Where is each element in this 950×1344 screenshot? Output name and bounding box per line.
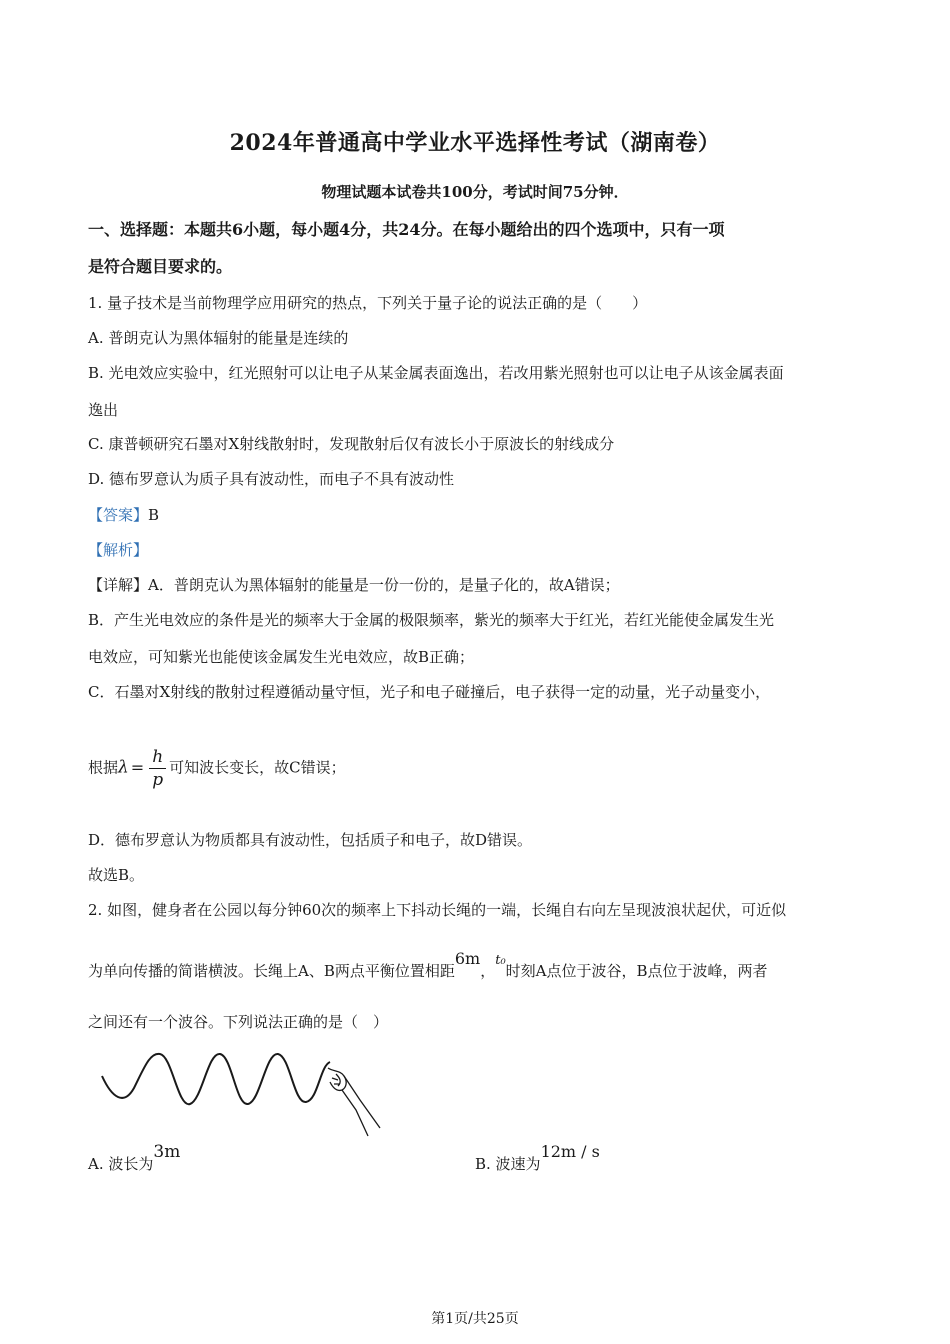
hand-icon: [328, 1068, 380, 1136]
q1-detail: 【详解】A．普朗克认为黑体辐射的能量是一份一份的，是量子化的，故A错误；: [88, 576, 620, 594]
q2-stem: 2. 如图，健身者在公园以每分钟60次的频率上下抖动长绳的一端，长绳自右向左呈现波浪状起伏，可近似: [88, 901, 787, 919]
q1-option-d: D. 德布罗意认为质子具有波动性，而电子不具有波动性: [88, 470, 455, 488]
q1-conclusion: 故选B。: [88, 866, 145, 884]
q1-option-b: B. 光电效应实验中，红光照射可以让电子从某金属表面逸出，若改用紫光照射也可以让电子从该金属表面: [88, 364, 784, 382]
q2-text: 为单向传播的简谐横波。长绳上A、B两点平衡位置相距: [88, 962, 455, 980]
wave-curve: [102, 1054, 330, 1104]
q1-option-c: C. 康普顿研究石墨对X射线散射时，发现散射后仅有波长小于原波长的射线成分: [88, 435, 615, 453]
q2-text: 时刻A点位于波谷，B点位于波峰，两者: [505, 962, 768, 980]
option-a-label: A. 波长为: [88, 1155, 154, 1173]
q1-detail-formula-line: [88, 746, 346, 791]
q1-detail: C．石墨对X射线的散射过程遵循动量守恒，光子和电子碰撞后，电子获得一定的动量，光子动量变小，: [88, 683, 771, 701]
option-b-label: B. 波速为: [475, 1155, 541, 1173]
q1-detail: D．德布罗意认为物质都具有波动性，包括质子和电子，故D错误。: [88, 831, 533, 849]
q1-answer: [88, 504, 159, 525]
rope-wave-figure: [98, 1048, 388, 1138]
section-heading-cont: 是符合题目要求的。: [88, 257, 233, 276]
page-title: 2024年普通高中学业水平选择性考试（湖南卷）: [229, 130, 721, 156]
q2-separator: ，: [480, 962, 496, 980]
fraction-denominator: p: [152, 770, 164, 790]
fraction-numerator: h: [149, 746, 166, 769]
page-footer: 第1页/共25页: [431, 1311, 519, 1327]
q2-option-b: [475, 1142, 600, 1174]
q1-stem: 1. 量子技术是当前物理学应用研究的热点，下列关于量子论的说法正确的是（ ）: [88, 294, 648, 312]
q1-option-b-cont: 逸出: [88, 401, 119, 419]
section-heading: 一、选择题：本题共6小题，每小题4分，共24分。在每小题给出的四个选项中，只有一项: [88, 220, 725, 239]
exam-info: 物理试题本试卷共100分，考试时间75分钟．: [321, 183, 629, 201]
lambda-symbol: λ: [118, 757, 129, 778]
analysis-tag: 【解析】: [88, 541, 149, 559]
q1-detail: 电效应，可知紫光也能使该金属发生光电效应，故B正确；: [88, 648, 475, 666]
option-a-value: 3m: [153, 1142, 181, 1162]
q1-detail: B．产生光电效应的条件是光的频率大于金属的极限频率，紫光的频率大于红光，若红光能使金属发生光: [88, 611, 775, 629]
option-b-value: 12m / s: [540, 1142, 600, 1161]
answer-tag: 【答案】: [88, 506, 149, 524]
q1-detail-text: 根据: [88, 758, 119, 777]
q2-stem-cont: [88, 949, 768, 981]
q2-option-a: [88, 1142, 181, 1174]
q1-option-a: A. 普朗克认为黑体辐射的能量是连续的: [88, 329, 349, 347]
fraction-h-over-p: [149, 746, 166, 791]
answer-value: B: [148, 506, 160, 524]
equals-sign: =: [130, 757, 145, 777]
q1-detail-text: 可知波长变长，故C错误；: [169, 758, 346, 777]
distance-value: 6m: [454, 949, 481, 968]
time-symbol: t₀: [495, 953, 506, 968]
q2-stem-end: 之间还有一个波谷。下列说法正确的是（ ）: [88, 1013, 389, 1031]
